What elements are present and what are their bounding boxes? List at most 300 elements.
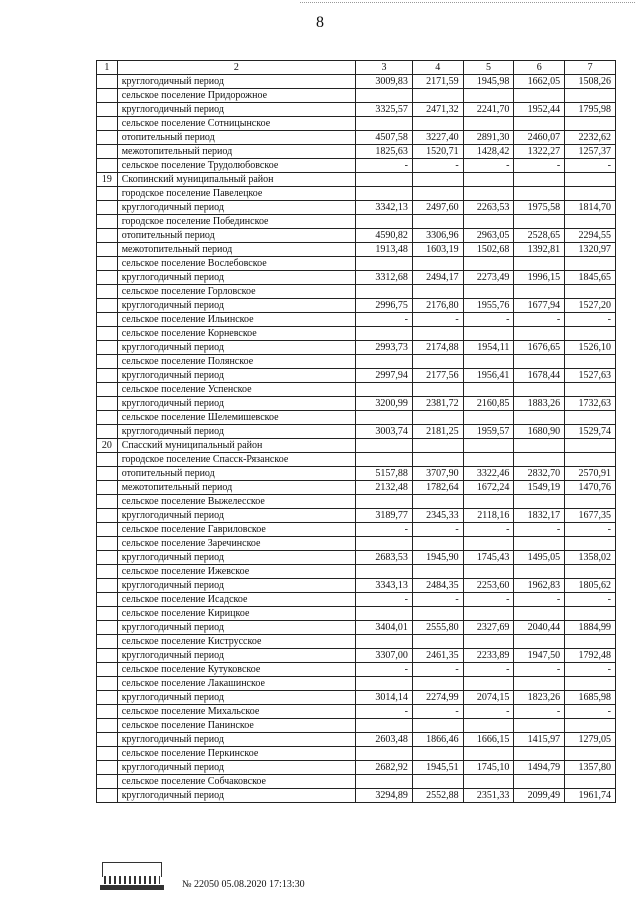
row-name-cell: сельское поселение Ижевское	[117, 565, 355, 579]
value-cell: -	[355, 159, 412, 173]
value-cell	[412, 215, 463, 229]
value-cell	[355, 565, 412, 579]
value-cell: 1470,76	[565, 481, 616, 495]
value-cell: 2232,62	[565, 131, 616, 145]
value-cell	[565, 173, 616, 187]
row-number-cell	[97, 299, 118, 313]
row-name-cell: круглогодичный период	[117, 621, 355, 635]
value-cell: 1945,51	[412, 761, 463, 775]
table-row	[97, 635, 616, 649]
value-cell: 1952,44	[514, 103, 565, 117]
row-name-cell: сельское поселение Успенское	[117, 383, 355, 397]
table-row	[97, 411, 616, 425]
table-row	[97, 621, 616, 635]
value-cell	[412, 383, 463, 397]
row-name-cell: круглогодичный период	[117, 579, 355, 593]
table-row	[97, 691, 616, 705]
value-cell	[463, 439, 514, 453]
header-cell: 7	[565, 61, 616, 75]
value-cell	[412, 607, 463, 621]
table-row	[97, 439, 616, 453]
table-row	[97, 75, 616, 89]
row-number-cell	[97, 285, 118, 299]
value-cell: 1962,83	[514, 579, 565, 593]
value-cell: -	[565, 705, 616, 719]
value-cell: 3294,89	[355, 789, 412, 803]
value-cell: 2683,53	[355, 551, 412, 565]
value-cell: 1955,76	[463, 299, 514, 313]
row-name-cell: сельское поселение Горловское	[117, 285, 355, 299]
row-number-cell	[97, 355, 118, 369]
value-cell: 3003,74	[355, 425, 412, 439]
value-cell	[412, 747, 463, 761]
table-row	[97, 243, 616, 257]
value-cell: 2494,17	[412, 271, 463, 285]
row-name-cell: круглогодичный период	[117, 789, 355, 803]
value-cell	[514, 495, 565, 509]
row-name-cell: сельское поселение Шелемишевское	[117, 411, 355, 425]
value-cell	[355, 411, 412, 425]
value-cell: 2294,55	[565, 229, 616, 243]
table-row	[97, 285, 616, 299]
value-cell: 2461,35	[412, 649, 463, 663]
value-cell: 2074,15	[463, 691, 514, 705]
value-cell	[412, 187, 463, 201]
row-name-cell: круглогодичный период	[117, 201, 355, 215]
table-row	[97, 159, 616, 173]
value-cell	[514, 257, 565, 271]
row-number-cell	[97, 103, 118, 117]
row-number-cell	[97, 313, 118, 327]
table-row	[97, 215, 616, 229]
row-name-cell: сельское поселение Вослебовское	[117, 257, 355, 271]
value-cell	[463, 257, 514, 271]
value-cell	[514, 537, 565, 551]
row-name-cell: сельское поселение Гавриловское	[117, 523, 355, 537]
table-row	[97, 509, 616, 523]
value-cell: -	[565, 593, 616, 607]
row-name-cell: сельское поселение Кутуковское	[117, 663, 355, 677]
value-cell: 3009,83	[355, 75, 412, 89]
tariff-table	[96, 60, 616, 803]
row-name-cell: Спасский муниципальный район	[117, 439, 355, 453]
row-name-cell: сельское поселение Полянское	[117, 355, 355, 369]
row-number-cell	[97, 775, 118, 789]
row-name-cell: сельское поселение Заречинское	[117, 537, 355, 551]
value-cell	[514, 565, 565, 579]
row-name-cell: сельское поселение Перкинское	[117, 747, 355, 761]
row-number-cell	[97, 579, 118, 593]
value-cell	[355, 495, 412, 509]
value-cell: 2181,25	[412, 425, 463, 439]
value-cell: 1954,11	[463, 341, 514, 355]
value-cell	[463, 719, 514, 733]
row-number-cell	[97, 747, 118, 761]
value-cell	[463, 327, 514, 341]
value-cell: -	[412, 663, 463, 677]
row-name-cell: межотопительный период	[117, 145, 355, 159]
value-cell	[565, 187, 616, 201]
value-cell: 2253,60	[463, 579, 514, 593]
value-cell: -	[514, 523, 565, 537]
value-cell	[565, 607, 616, 621]
value-cell	[355, 607, 412, 621]
value-cell: 1745,43	[463, 551, 514, 565]
table-row	[97, 341, 616, 355]
table-row	[97, 201, 616, 215]
value-cell: 1666,15	[463, 733, 514, 747]
table-row	[97, 453, 616, 467]
row-number-cell	[97, 159, 118, 173]
value-cell: 2497,60	[412, 201, 463, 215]
table-row	[97, 677, 616, 691]
value-cell: 2274,99	[412, 691, 463, 705]
row-name-cell: Скопинский муниципальный район	[117, 173, 355, 187]
table-header-row	[97, 61, 616, 75]
row-name-cell: сельское поселение Исадское	[117, 593, 355, 607]
value-cell	[565, 439, 616, 453]
table-row	[97, 271, 616, 285]
value-cell	[514, 439, 565, 453]
table-row	[97, 383, 616, 397]
row-name-cell: отопительный период	[117, 467, 355, 481]
value-cell: -	[565, 523, 616, 537]
value-cell: 1520,71	[412, 145, 463, 159]
document-registration-stamp: № 22050 05.08.2020 17:13:30	[182, 879, 305, 890]
value-cell	[565, 495, 616, 509]
value-cell: -	[412, 313, 463, 327]
row-number-cell	[97, 509, 118, 523]
table-row	[97, 117, 616, 131]
header-cell: 3	[355, 61, 412, 75]
value-cell: 2132,48	[355, 481, 412, 495]
value-cell: 2273,49	[463, 271, 514, 285]
value-cell	[355, 719, 412, 733]
value-cell	[355, 285, 412, 299]
table-row	[97, 187, 616, 201]
value-cell: 1782,64	[412, 481, 463, 495]
value-cell	[412, 775, 463, 789]
table-row	[97, 789, 616, 803]
row-number-cell	[97, 481, 118, 495]
row-number-cell	[97, 257, 118, 271]
table-row	[97, 257, 616, 271]
value-cell: 2996,75	[355, 299, 412, 313]
value-cell: 3307,00	[355, 649, 412, 663]
value-cell: 2891,30	[463, 131, 514, 145]
value-cell	[355, 537, 412, 551]
value-cell: 1678,44	[514, 369, 565, 383]
header-cell: 2	[117, 61, 355, 75]
row-name-cell: сельское поселение Сотницынское	[117, 117, 355, 131]
value-cell: 1428,42	[463, 145, 514, 159]
value-cell: 1676,65	[514, 341, 565, 355]
table-row	[97, 327, 616, 341]
table-row	[97, 775, 616, 789]
value-cell	[514, 383, 565, 397]
table-row	[97, 467, 616, 481]
row-name-cell: сельское поселение Панинское	[117, 719, 355, 733]
value-cell	[565, 215, 616, 229]
value-cell: 2963,05	[463, 229, 514, 243]
row-number-cell	[97, 635, 118, 649]
value-cell	[565, 537, 616, 551]
row-number-cell	[97, 761, 118, 775]
row-number-cell	[97, 131, 118, 145]
row-number-cell	[97, 537, 118, 551]
value-cell	[463, 355, 514, 369]
value-cell	[412, 495, 463, 509]
value-cell: 3312,68	[355, 271, 412, 285]
value-cell	[355, 383, 412, 397]
table-row	[97, 103, 616, 117]
value-cell: 1549,19	[514, 481, 565, 495]
value-cell: 1975,58	[514, 201, 565, 215]
value-cell: 2555,80	[412, 621, 463, 635]
table-row	[97, 89, 616, 103]
row-number-cell	[97, 495, 118, 509]
value-cell	[565, 677, 616, 691]
row-number-cell	[97, 523, 118, 537]
row-name-cell: городское поселение Павелецкое	[117, 187, 355, 201]
value-cell	[412, 355, 463, 369]
value-cell: 4507,58	[355, 131, 412, 145]
value-cell: 1845,65	[565, 271, 616, 285]
row-number-cell	[97, 145, 118, 159]
value-cell	[514, 775, 565, 789]
value-cell: 3342,13	[355, 201, 412, 215]
table-row	[97, 761, 616, 775]
value-cell: 3306,96	[412, 229, 463, 243]
table-row	[97, 481, 616, 495]
value-cell: -	[412, 705, 463, 719]
value-cell	[514, 411, 565, 425]
value-cell: 2233,89	[463, 649, 514, 663]
value-cell	[463, 565, 514, 579]
table-row	[97, 593, 616, 607]
value-cell	[355, 257, 412, 271]
value-cell	[355, 89, 412, 103]
value-cell	[412, 635, 463, 649]
value-cell	[565, 635, 616, 649]
row-name-cell: круглогодичный период	[117, 75, 355, 89]
row-number-cell	[97, 397, 118, 411]
value-cell: 1257,37	[565, 145, 616, 159]
value-cell: 1883,26	[514, 397, 565, 411]
row-number-cell	[97, 117, 118, 131]
value-cell: 1945,98	[463, 75, 514, 89]
value-cell	[514, 117, 565, 131]
row-number-cell	[97, 607, 118, 621]
value-cell: 1322,27	[514, 145, 565, 159]
row-name-cell: круглогодичный период	[117, 341, 355, 355]
header-cell: 5	[463, 61, 514, 75]
value-cell: -	[355, 663, 412, 677]
row-name-cell: круглогодичный период	[117, 103, 355, 117]
value-cell	[463, 411, 514, 425]
value-cell: 2682,92	[355, 761, 412, 775]
table-row	[97, 397, 616, 411]
value-cell: 1320,97	[565, 243, 616, 257]
value-cell	[463, 537, 514, 551]
value-cell: 3189,77	[355, 509, 412, 523]
value-cell	[412, 565, 463, 579]
value-cell: 2381,72	[412, 397, 463, 411]
value-cell: -	[355, 705, 412, 719]
value-cell	[463, 173, 514, 187]
value-cell: 1508,26	[565, 75, 616, 89]
table-row	[97, 229, 616, 243]
value-cell: 1866,46	[412, 733, 463, 747]
value-cell: 1357,80	[565, 761, 616, 775]
table-row	[97, 495, 616, 509]
value-cell: -	[463, 159, 514, 173]
value-cell: 5157,88	[355, 467, 412, 481]
value-cell	[355, 439, 412, 453]
value-cell	[463, 89, 514, 103]
value-cell: 2552,88	[412, 789, 463, 803]
value-cell	[565, 747, 616, 761]
value-cell: 1795,98	[565, 103, 616, 117]
table-row	[97, 313, 616, 327]
value-cell: 2160,85	[463, 397, 514, 411]
value-cell: 3404,01	[355, 621, 412, 635]
value-cell	[355, 327, 412, 341]
value-cell	[565, 89, 616, 103]
value-cell	[565, 719, 616, 733]
row-name-cell: сельское поселение Собчаковское	[117, 775, 355, 789]
value-cell	[514, 89, 565, 103]
row-name-cell: сельское поселение Лакашинское	[117, 677, 355, 691]
value-cell: 1494,79	[514, 761, 565, 775]
table-row	[97, 173, 616, 187]
value-cell	[514, 187, 565, 201]
value-cell: 2460,07	[514, 131, 565, 145]
value-cell	[463, 747, 514, 761]
value-cell: 1677,94	[514, 299, 565, 313]
value-cell: 1832,17	[514, 509, 565, 523]
value-cell: 4590,82	[355, 229, 412, 243]
row-number-cell	[97, 215, 118, 229]
value-cell	[355, 635, 412, 649]
value-cell: 1814,70	[565, 201, 616, 215]
value-cell	[514, 747, 565, 761]
value-cell	[565, 411, 616, 425]
row-number-cell	[97, 341, 118, 355]
value-cell: 1913,48	[355, 243, 412, 257]
row-number-cell	[97, 705, 118, 719]
row-name-cell: отопительный период	[117, 131, 355, 145]
value-cell	[412, 537, 463, 551]
row-name-cell: круглогодичный период	[117, 425, 355, 439]
value-cell: 2099,49	[514, 789, 565, 803]
value-cell: 2993,73	[355, 341, 412, 355]
value-cell: -	[412, 159, 463, 173]
value-cell	[565, 117, 616, 131]
value-cell: 1358,02	[565, 551, 616, 565]
row-name-cell: круглогодичный период	[117, 551, 355, 565]
value-cell: 2351,33	[463, 789, 514, 803]
value-cell: 3707,90	[412, 467, 463, 481]
value-cell	[514, 677, 565, 691]
value-cell	[412, 677, 463, 691]
government-building-seal-icon	[96, 858, 168, 892]
value-cell: -	[565, 663, 616, 677]
row-name-cell: круглогодичный период	[117, 397, 355, 411]
value-cell	[463, 775, 514, 789]
value-cell	[463, 635, 514, 649]
value-cell	[412, 117, 463, 131]
value-cell	[514, 719, 565, 733]
row-number-cell	[97, 383, 118, 397]
page-number: 8	[316, 14, 324, 31]
table-row	[97, 369, 616, 383]
value-cell: -	[463, 705, 514, 719]
table-row	[97, 663, 616, 677]
header-cell: 6	[514, 61, 565, 75]
value-cell: 1961,74	[565, 789, 616, 803]
value-cell: -	[514, 159, 565, 173]
value-cell: 3322,46	[463, 467, 514, 481]
row-number-cell	[97, 621, 118, 635]
row-number-cell	[97, 663, 118, 677]
value-cell: 1685,98	[565, 691, 616, 705]
value-cell	[412, 285, 463, 299]
table-row	[97, 145, 616, 159]
value-cell	[412, 411, 463, 425]
row-name-cell: круглогодичный период	[117, 271, 355, 285]
value-cell: 1502,68	[463, 243, 514, 257]
value-cell: 2832,70	[514, 467, 565, 481]
value-cell	[355, 355, 412, 369]
value-cell: 1527,20	[565, 299, 616, 313]
row-name-cell: круглогодичный период	[117, 761, 355, 775]
row-name-cell: сельское поселение Выжелесское	[117, 495, 355, 509]
value-cell: 1825,63	[355, 145, 412, 159]
row-number-cell	[97, 565, 118, 579]
row-name-cell: сельское поселение Киструсское	[117, 635, 355, 649]
row-number-cell	[97, 75, 118, 89]
table-row	[97, 299, 616, 313]
row-number-cell	[97, 229, 118, 243]
value-cell	[463, 607, 514, 621]
row-name-cell: сельское поселение Трудолюбовское	[117, 159, 355, 173]
table-row	[97, 355, 616, 369]
row-number-cell	[97, 89, 118, 103]
value-cell: -	[355, 523, 412, 537]
tariff-table-body	[97, 61, 616, 803]
value-cell: -	[355, 313, 412, 327]
header-cell: 1	[97, 61, 118, 75]
row-number-cell: 20	[97, 439, 118, 453]
table-row	[97, 425, 616, 439]
value-cell	[355, 187, 412, 201]
value-cell: 2171,59	[412, 75, 463, 89]
value-cell	[514, 285, 565, 299]
value-cell	[412, 257, 463, 271]
value-cell: 1526,10	[565, 341, 616, 355]
value-cell: 1392,81	[514, 243, 565, 257]
value-cell	[355, 747, 412, 761]
value-cell: -	[565, 159, 616, 173]
value-cell: 3343,13	[355, 579, 412, 593]
value-cell: 2177,56	[412, 369, 463, 383]
value-cell	[514, 173, 565, 187]
value-cell: -	[463, 523, 514, 537]
value-cell	[412, 439, 463, 453]
row-number-cell	[97, 677, 118, 691]
value-cell: -	[355, 593, 412, 607]
